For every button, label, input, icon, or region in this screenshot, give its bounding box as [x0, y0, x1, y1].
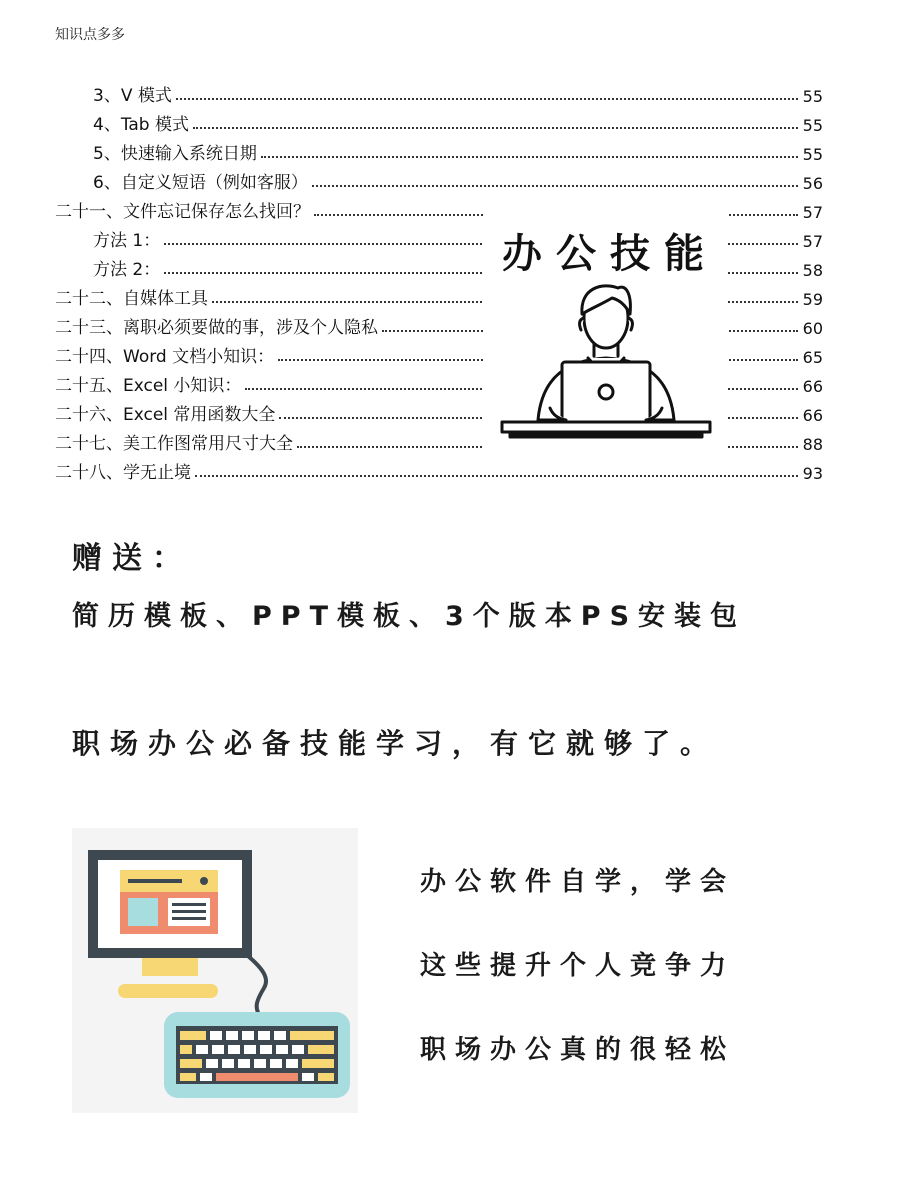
toc-leader-dots — [193, 126, 798, 129]
toc-leader-dots — [195, 474, 798, 477]
toc-page-number: 57 — [802, 203, 823, 222]
toc-label: 方法 1： — [93, 231, 161, 251]
desktop-computer-keyboard-icon — [72, 828, 358, 1113]
toc-label: 4、Tab 模式 — [93, 115, 189, 135]
toc-leader-dots — [312, 184, 798, 187]
toc-page-number: 56 — [802, 174, 823, 193]
side-line: 这些提升个人竞争力 — [420, 951, 736, 981]
toc-page-number: 55 — [802, 116, 823, 135]
toc-entry[interactable] — [93, 107, 823, 135]
person-with-laptop-icon — [498, 280, 714, 442]
slogan: 职场办公必备技能学习，有它就够了。 — [72, 727, 719, 760]
toc-entry[interactable] — [93, 165, 823, 193]
toc-page-number: 55 — [802, 87, 823, 106]
toc-label: 二十三、离职必须要做的事，涉及个人隐私 — [55, 318, 378, 338]
side-line: 办公软件自学，学会 — [420, 867, 736, 897]
toc-page-number: 66 — [802, 377, 823, 396]
toc-label: 二十六、Excel 常用函数大全 — [55, 405, 276, 425]
toc-entry[interactable] — [93, 136, 823, 164]
office-skills-title: 办公技能 — [502, 231, 718, 277]
toc-label: 5、快速输入系统日期 — [93, 144, 257, 164]
toc-page-number: 57 — [802, 232, 823, 251]
toc-page-number: 93 — [802, 464, 823, 483]
toc-label: 二十二、自媒体工具 — [55, 289, 208, 309]
toc-label: 二十八、学无止境 — [55, 463, 191, 483]
toc-leader-dots — [261, 155, 798, 158]
toc-page-number: 88 — [802, 435, 823, 454]
toc-page-number: 60 — [802, 319, 823, 338]
toc-label: 方法 2： — [93, 260, 161, 280]
toc-label: 3、V 模式 — [93, 86, 172, 106]
toc-label: 二十五、Excel 小知识： — [55, 376, 242, 396]
toc-page-number: 65 — [802, 348, 823, 367]
side-line: 职场办公真的很轻松 — [420, 1035, 736, 1065]
side-text-block — [420, 864, 735, 1116]
toc-entry[interactable] — [93, 78, 823, 106]
header-tag: 知识点多多 — [55, 27, 125, 43]
computer-illustration — [72, 828, 358, 1113]
toc-page-number: 59 — [802, 290, 823, 309]
toc-page-number: 58 — [802, 261, 823, 280]
toc-label: 6、自定义短语（例如客服） — [93, 173, 308, 193]
office-skills-badge — [484, 212, 728, 474]
toc-label: 二十一、文件忘记保存怎么找回？ — [55, 202, 310, 222]
gift-items: 简历模板、PPT模板、3个版本PS安装包 — [72, 601, 747, 632]
toc-label: 二十七、美工作图常用尺寸大全 — [55, 434, 293, 454]
toc-label: 二十四、Word 文档小知识： — [55, 347, 275, 367]
toc-leader-dots — [176, 97, 798, 100]
gift-title: 赠送： — [72, 541, 192, 576]
toc-page-number: 66 — [802, 406, 823, 425]
toc-page-number: 55 — [802, 145, 823, 164]
